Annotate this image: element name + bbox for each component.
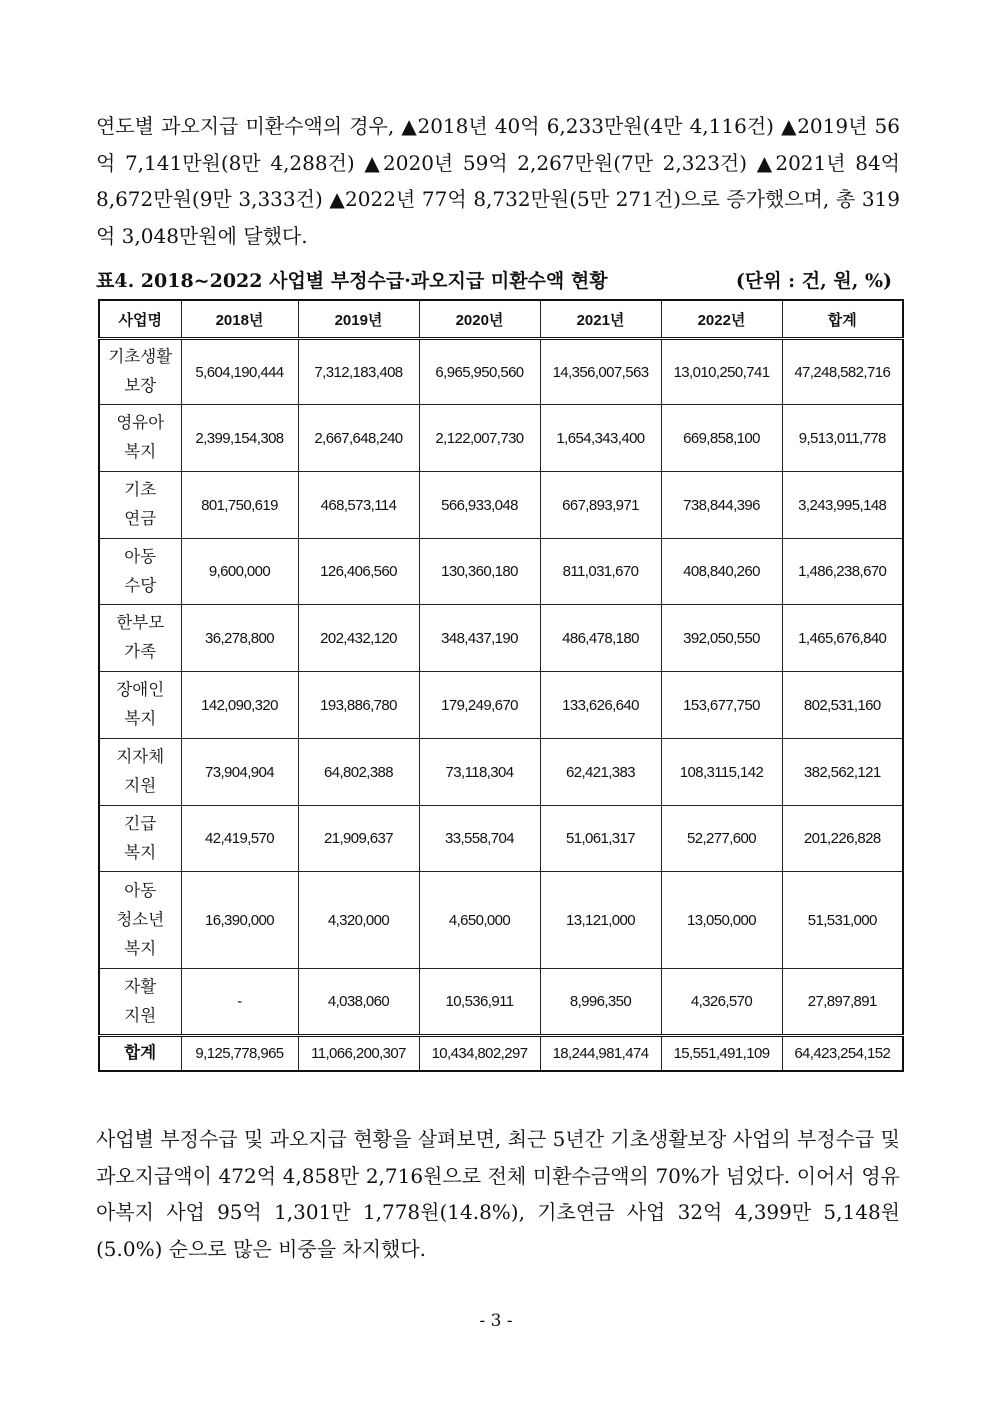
- column-header: 합계: [782, 300, 903, 339]
- total-amount-cell: 11,066,200,307: [298, 1036, 419, 1071]
- table-row: [99, 605, 903, 672]
- amount-cell: 9,600,000: [181, 539, 298, 605]
- column-header: 2019년: [298, 300, 419, 339]
- total-label: 합계: [99, 1036, 181, 1071]
- table-row: [99, 672, 903, 739]
- program-name-line: 지원: [124, 777, 157, 795]
- program-name-cell: [99, 605, 181, 672]
- amount-cell: 133,626,640: [540, 672, 661, 739]
- amount-cell: 193,886,780: [298, 672, 419, 739]
- amount-cell: 179,249,670: [419, 672, 540, 739]
- amount-cell: 802,531,160: [782, 672, 903, 739]
- amount-cell: 64,802,388: [298, 739, 419, 806]
- amount-cell: 201,226,828: [782, 806, 903, 872]
- table-row: [99, 539, 903, 605]
- amount-cell: 486,478,180: [540, 605, 661, 672]
- amount-cell: 33,558,704: [419, 806, 540, 872]
- table-unit: (단위 : 건, 원, %): [735, 270, 892, 292]
- program-name-line: 지원: [124, 1006, 157, 1025]
- amount-cell: 4,326,570: [661, 969, 782, 1036]
- amount-cell: 7,312,183,408: [298, 339, 419, 405]
- program-name-line: 아동: [124, 547, 157, 566]
- amount-cell: 801,750,619: [181, 472, 298, 539]
- amount-cell: 126,406,560: [298, 539, 419, 605]
- amount-cell: 42,419,570: [181, 806, 298, 872]
- amount-cell: 669,858,100: [661, 405, 782, 472]
- amount-cell: 8,996,350: [540, 969, 661, 1036]
- amount-cell: 3,243,995,148: [782, 472, 903, 539]
- program-name-line: 복지: [124, 939, 157, 958]
- column-header: 2022년: [661, 300, 782, 339]
- program-name-line: 보장: [124, 377, 157, 395]
- amount-cell: 52,277,600: [661, 806, 782, 872]
- program-name-line: 청소년: [116, 910, 165, 929]
- amount-cell: 21,909,637: [298, 806, 419, 872]
- program-name-cell: [99, 672, 181, 739]
- amount-cell: 738,844,396: [661, 472, 782, 539]
- program-name-line: 가족: [124, 643, 157, 661]
- program-name-line: 한부모: [116, 614, 165, 632]
- amount-cell: 667,893,971: [540, 472, 661, 539]
- amount-cell: 9,513,011,778: [782, 405, 903, 472]
- amount-cell: 408,840,260: [661, 539, 782, 605]
- amount-cell: 10,536,911: [419, 969, 540, 1036]
- amount-cell: 566,933,048: [419, 472, 540, 539]
- amount-cell: -: [181, 969, 298, 1036]
- amount-cell: 202,432,120: [298, 605, 419, 672]
- amount-cell: 1,486,238,670: [782, 539, 903, 605]
- amount-cell: 13,010,250,741: [661, 339, 782, 405]
- amount-cell: 62,421,383: [540, 739, 661, 806]
- program-name-cell: [99, 339, 181, 405]
- table-row: [99, 872, 903, 969]
- table-header-row: [99, 300, 903, 339]
- amount-cell: 16,390,000: [181, 872, 298, 969]
- amount-cell: 13,050,000: [661, 872, 782, 969]
- column-header: 2018년: [181, 300, 298, 339]
- program-name-line: 지자체: [116, 748, 165, 766]
- amount-cell: 468,573,114: [298, 472, 419, 539]
- amount-cell: 1,465,676,840: [782, 605, 903, 672]
- amount-cell: 142,090,320: [181, 672, 298, 739]
- total-amount-cell: 64,423,254,152: [782, 1036, 903, 1071]
- amount-cell: 382,562,121: [782, 739, 903, 806]
- intro-paragraph: 연도별 과오지급 미환수액의 경우, ▲2018년 40억 6,233만원(4만 4,116건) ▲2019년 56억 7,141만원(8만 4,288건) ▲2020년 59억 2,267만원(7만 2,323건) ▲2021년 84억 8,672만원(9만 3,333건) ▲2022년 77억 8,732만원(5만 271건)으로 증가했으며, 총 319억 3,048만원에 달했다.: [96, 114, 900, 248]
- amount-cell: 36,278,800: [181, 605, 298, 672]
- amount-cell: 108,3115,142: [661, 739, 782, 806]
- column-header: 사업명: [99, 300, 181, 339]
- table-row: [99, 472, 903, 539]
- amount-cell: 47,248,582,716: [782, 339, 903, 405]
- amount-cell: 2,122,007,730: [419, 405, 540, 472]
- column-header: 2021년: [540, 300, 661, 339]
- analysis-paragraph: 사업별 부정수급 및 과오지급 현황을 살펴보면, 최근 5년간 기초생활보장 사업의 부정수급 및 과오지급액이 472억 4,858만 2,716원으로 전체 미환수금액의 70%가 넘었다. 이어서 영유아복지 사업 95억 1,301만 1,778원(14.8%), 기초연금 사업 32억 4,399만 5,148원(5.0%) 순으로 많은 비중을 차지했다.: [96, 1127, 900, 1261]
- table-row: [99, 739, 903, 806]
- table-row: [99, 806, 903, 872]
- program-name-cell: [99, 472, 181, 539]
- amount-cell: 2,667,648,240: [298, 405, 419, 472]
- table-row: [99, 339, 903, 405]
- program-name-line: 연금: [124, 510, 157, 528]
- amount-cell: 1,654,343,400: [540, 405, 661, 472]
- program-name-cell: [99, 806, 181, 872]
- amount-cell: 392,050,550: [661, 605, 782, 672]
- amount-cell: 73,904,904: [181, 739, 298, 806]
- amount-cell: 27,897,891: [782, 969, 903, 1036]
- column-header: 2020년: [419, 300, 540, 339]
- program-name-line: 아동: [124, 881, 157, 900]
- table-row: [99, 405, 903, 472]
- total-amount-cell: 15,551,491,109: [661, 1036, 782, 1071]
- table-row: [99, 969, 903, 1036]
- amount-cell: 6,965,950,560: [419, 339, 540, 405]
- unrecovered-amount-table: [98, 299, 904, 1072]
- amount-cell: 811,031,670: [540, 539, 661, 605]
- amount-cell: 153,677,750: [661, 672, 782, 739]
- program-name-line: 수당: [124, 576, 157, 595]
- program-name-line: 복지: [124, 710, 157, 728]
- amount-cell: 73,118,304: [419, 739, 540, 806]
- amount-cell: 2,399,154,308: [181, 405, 298, 472]
- amount-cell: 348,437,190: [419, 605, 540, 672]
- program-name-line: 영유아: [116, 414, 165, 432]
- amount-cell: 4,650,000: [419, 872, 540, 969]
- amount-cell: 51,061,317: [540, 806, 661, 872]
- amount-cell: 14,356,007,563: [540, 339, 661, 405]
- total-amount-cell: 18,244,981,474: [540, 1036, 661, 1071]
- program-name-line: 기초: [124, 481, 157, 499]
- program-name-line: 복지: [124, 843, 157, 862]
- program-name-cell: [99, 539, 181, 605]
- amount-cell: 4,038,060: [298, 969, 419, 1036]
- program-name-line: 장애인: [116, 681, 165, 699]
- amount-cell: 4,320,000: [298, 872, 419, 969]
- program-name-line: 긴급: [124, 814, 157, 833]
- program-name-line: 복지: [124, 443, 157, 461]
- amount-cell: 13,121,000: [540, 872, 661, 969]
- page-number: - 3 -: [479, 1311, 513, 1331]
- total-row: [99, 1036, 903, 1071]
- total-amount-cell: 9,125,778,965: [181, 1036, 298, 1071]
- table-caption: [96, 266, 896, 296]
- program-name-cell: [99, 872, 181, 969]
- amount-cell: 5,604,190,444: [181, 339, 298, 405]
- program-name-cell: [99, 739, 181, 806]
- program-name-cell: [99, 405, 181, 472]
- program-name-line: 자활: [124, 977, 157, 996]
- program-name-line: 기초생활: [108, 348, 173, 366]
- amount-cell: 130,360,180: [419, 539, 540, 605]
- table-title: 표4. 2018~2022 사업별 부정수급·과오지급 미환수액 현황: [96, 270, 608, 292]
- amount-cell: 51,531,000: [782, 872, 903, 969]
- program-name-cell: [99, 969, 181, 1036]
- total-amount-cell: 10,434,802,297: [419, 1036, 540, 1071]
